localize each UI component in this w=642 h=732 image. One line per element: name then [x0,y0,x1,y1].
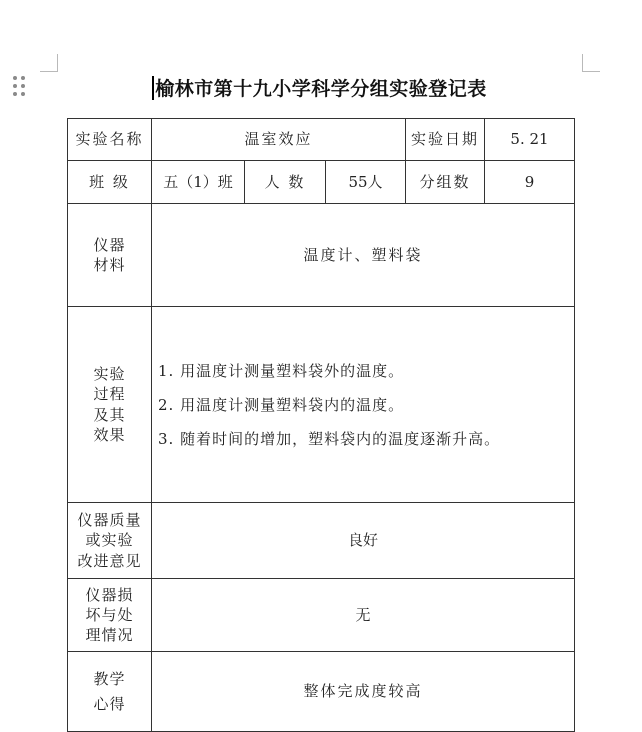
value-group-count[interactable]: 9 [485,161,575,204]
label-teaching: 教学 心得 [68,652,152,732]
page-corner-mark-right [582,54,600,72]
value-process[interactable] [152,307,575,503]
row-class-info [68,161,575,204]
value-headcount[interactable]: 55人 [326,161,406,204]
page-corner-mark-left [40,54,58,72]
value-damage[interactable]: 无 [152,579,575,652]
row-experiment-name [68,119,575,161]
label-process: 实验 过程 及其 效果 [68,307,152,503]
value-experiment-name[interactable]: 温室效应 [152,119,406,161]
value-equipment[interactable]: 温度计、塑料袋 [152,204,575,307]
label-equipment: 仪器 材料 [68,204,152,307]
document-title: 榆林市第十九小学科学分组实验登记表 [155,78,487,100]
value-quality[interactable]: 良好 [152,503,575,579]
label-experiment-name: 实验名称 [68,119,152,161]
label-quality: 仪器质量 或实验 改进意见 [68,503,152,579]
registration-table [67,118,575,732]
process-step-3: 3. 随着时间的增加，塑料袋内的温度逐渐升高。 [158,429,501,448]
process-step-1: 1. 用温度计测量塑料袋外的温度。 [158,361,405,380]
value-teaching[interactable]: 整体完成度较高 [152,652,575,732]
text-cursor [152,76,154,100]
row-process [68,307,575,503]
label-group-count: 分组数 [406,161,485,204]
row-teaching [68,652,575,732]
label-headcount: 人 数 [245,161,326,204]
label-experiment-date: 实验日期 [406,119,485,161]
value-class[interactable]: 五（1）班 [152,161,245,204]
value-experiment-date[interactable]: 5. 21 [485,119,575,161]
row-damage [68,579,575,652]
row-quality [68,503,575,579]
row-equipment [68,204,575,307]
label-damage: 仪器损 坏与处 理情况 [68,579,152,652]
label-class: 班 级 [68,161,152,204]
process-step-2: 2. 用温度计测量塑料袋内的温度。 [158,395,405,414]
